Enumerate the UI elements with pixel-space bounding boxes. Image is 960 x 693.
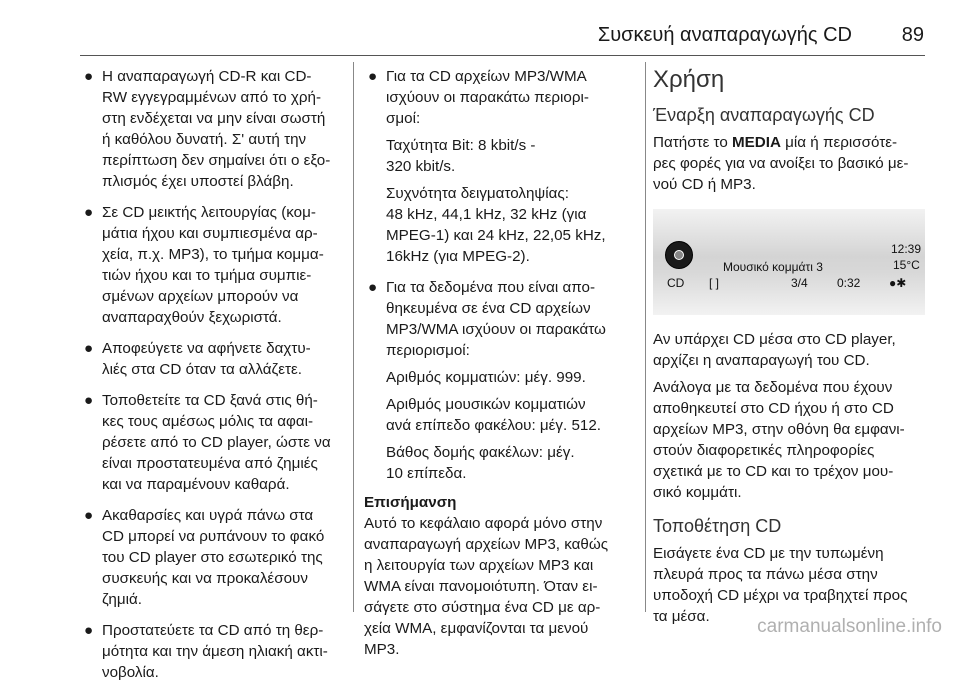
bullet-item: ● Για τα CD αρχείων MP3/WMA ισχύουν οι παρακάτω περιορι- σμοί: [368, 68, 589, 127]
bullet-text: Ακαθαρσίες και υγρά πάνω στα CD μπορεί να ρυπάνουν το φακό του CD player στο εσωτερικό της συσκευής και να προκαλέσουν ζημιά. [102, 507, 325, 608]
paragraph: Αν υπάρχει CD μέσα στο CD player, αρχίζει η αναπαραγωγή του CD. [653, 331, 896, 369]
subsection-heading-insert-cd: Τοποθέτηση CD [653, 516, 782, 536]
media-key-label: MEDIA [732, 134, 781, 151]
bullet-item: ● Αποφεύγετε να αφήνετε δαχτυ- λιές στα CD όταν τα αλλάζετε. [84, 340, 311, 378]
page-number: 89 [901, 24, 924, 46]
note-title: Επισήμανση [364, 494, 457, 511]
display-brackets: [ ] [709, 276, 720, 290]
bullet-text: Για τα δεδομένα που είναι απο- θηκευμένα σε ένα CD αρχείων MP3/WMA ισχύουν οι παρακάτω περιορισμοί: [386, 279, 606, 359]
bullet-item: ● Η αναπαραγωγή CD-R και CD- RW εγγεγραμμένων από το χρή- στη ενδέχεται να μην είναι σωστή ή καθόλου δυνατή. Σ' αυτή την περίπτωση δεν σημαίνει ότι ο εξο- πλισμός έχει υποστεί βλάβη. [84, 68, 331, 190]
bullet-item: ● Τοποθετείτε τα CD ξανά στις θή- κες τους αμέσως μόλις τα αφαι- ρέσετε από το CD player, ώστε να είναι προστατευμένα από ζημιές και να παραμένουν καθαρά. [84, 392, 331, 493]
bullet-item: ● Για τα δεδομένα που είναι απο- θηκευμένα σε ένα CD αρχείων MP3/WMA ισχύουν οι παρακάτω περιορισμοί: [368, 279, 606, 359]
display-source: CD [667, 276, 685, 290]
bullet-text: Τοποθετείτε τα CD ξανά στις θή- κες τους αμέσως μόλις τα αφαι- ρέσετε από το CD player, ώστε να είναι προστατευμένα από ζημιές και να παραμένουν καθαρά. [102, 392, 331, 493]
sub-item: Βάθος δομής φακέλων: μέγ. 10 επίπεδα. [386, 444, 575, 482]
cd-disc-icon [665, 241, 693, 269]
paragraph: Ανάλογα με τα δεδομένα που έχουν αποθηκευτεί στο CD ήχου ή στο CD αρχείων MP3, στην οθόνη θα εμφανι- στούν διαφορετικές πληροφορίες σχετικά με το CD και το τρέχον μου- σικό κομμάτι. [653, 379, 905, 501]
bullet-text: Προστατεύετε τα CD από τη θερ- μότητα και την άμεση ηλιακή ακτι- νοβολία. [102, 622, 328, 681]
column-2 [364, 66, 638, 660]
sub-item: Αριθμός μουσικών κομματιών ανά επίπεδο φακέλου: μέγ. 512. [386, 396, 602, 434]
instruction-paragraph: Πατήστε το MEDIA μία ή περισσότε- ρες φορές για να ανοίξει το βασικό με- νού CD ή MP3. [653, 134, 909, 193]
sub-item: Συχνότητα δειγματοληψίας: 48 kHz, 44,1 kHz, 32 kHz (για MPEG-1) και 24 kHz, 22,05 kHz, 16kHz (για MPEG-2). [386, 185, 606, 265]
display-elapsed-time: 0:32 [837, 276, 861, 290]
bluetooth-status-icon: ●✱ [889, 276, 907, 290]
display-clock: 12:39 [891, 242, 922, 256]
display-track-title: Μουσικό κομμάτι 3 [723, 260, 823, 274]
header-rule [80, 55, 925, 56]
bullet-item: ● Σε CD μεικτής λειτουργίας (κομ- μάτια ήχου και συμπιεσμένα αρ- χεία, π.χ. MP3), το τμήμα κομμα- τιών ήχου και το τμήμα συμπιε- σμένων αρχείων μπορούν να αναπαραχθούν ξεχωριστά. [84, 204, 324, 326]
sub-item: Αριθμός κομματιών: μέγ. 999. [386, 369, 586, 386]
page-header-title: Συσκευή αναπαραγωγής CD [597, 24, 852, 46]
bullet-text: Αποφεύγετε να αφήνετε δαχτυ- λιές στα CD όταν τα αλλάζετε. [102, 340, 311, 378]
watermark-text: carmanualsonline.info [757, 616, 942, 637]
bullet-item: ● Προστατεύετε τα CD από τη θερ- μότητα και την άμεση ηλιακή ακτι- νοβολία. [84, 622, 328, 681]
bullet-item: ● Ακαθαρσίες και υγρά πάνω στα CD μπορεί να ρυπάνουν το φακό του CD player στο εσωτερικό της συσκευής και να προκαλέσουν ζημιά. [84, 507, 325, 608]
bullet-text: Για τα CD αρχείων MP3/WMA ισχύουν οι παρακάτω περιορι- σμοί: [386, 68, 589, 127]
section-heading: Χρήση [653, 66, 725, 93]
subsection-heading-start-cd: Έναρξη αναπαραγωγής CD [653, 105, 875, 125]
column-3 [653, 66, 925, 633]
bullet-text: Η αναπαραγωγή CD-R και CD- RW εγγεγραμμένων από το χρή- στη ενδέχεται να μην είναι σωστή ή καθόλου δυνατή. Σ' αυτή την περίπτωση δεν σημαίνει ότι ο εξο- πλισμός έχει υποστεί βλάβη. [102, 68, 331, 190]
column-divider-2 [645, 62, 646, 612]
sub-item: Ταχύτητα Bit: 8 kbit/s - 320 kbit/s. [386, 137, 536, 175]
cd-display-illustration [653, 209, 925, 315]
display-track-number: 3/4 [791, 276, 808, 290]
paragraph: Εισάγετε ένα CD με την τυπωμένη πλευρά προς τα πάνω μέσα στην υποδοχή CD μέχρι να τραβηχτεί προς τα μέσα. [653, 545, 908, 625]
bullet-text: Σε CD μεικτής λειτουργίας (κομ- μάτια ήχου και συμπιεσμένα αρ- χεία, π.χ. MP3), το τμήμα κομμα- τιών ήχου και το τμήμα συμπιε- σμένων αρχείων μπορούν να αναπαραχθούν ξεχωριστά. [102, 204, 324, 326]
display-temperature: 15°C [893, 258, 920, 272]
note-body: Αυτό το κεφάλαιο αφορά μόνο στην αναπαραγωγή αρχείων MP3, καθώς η λειτουργία των αρχείων MP3 και WMA είναι πανομοιότυπη. Όταν ει- σάγετε στο σύστημα ένα CD με αρ- χεία WMA, εμφανίζονται τα μενού MP3. [364, 515, 609, 658]
column-1 [80, 66, 352, 693]
column-divider-1 [353, 62, 354, 612]
